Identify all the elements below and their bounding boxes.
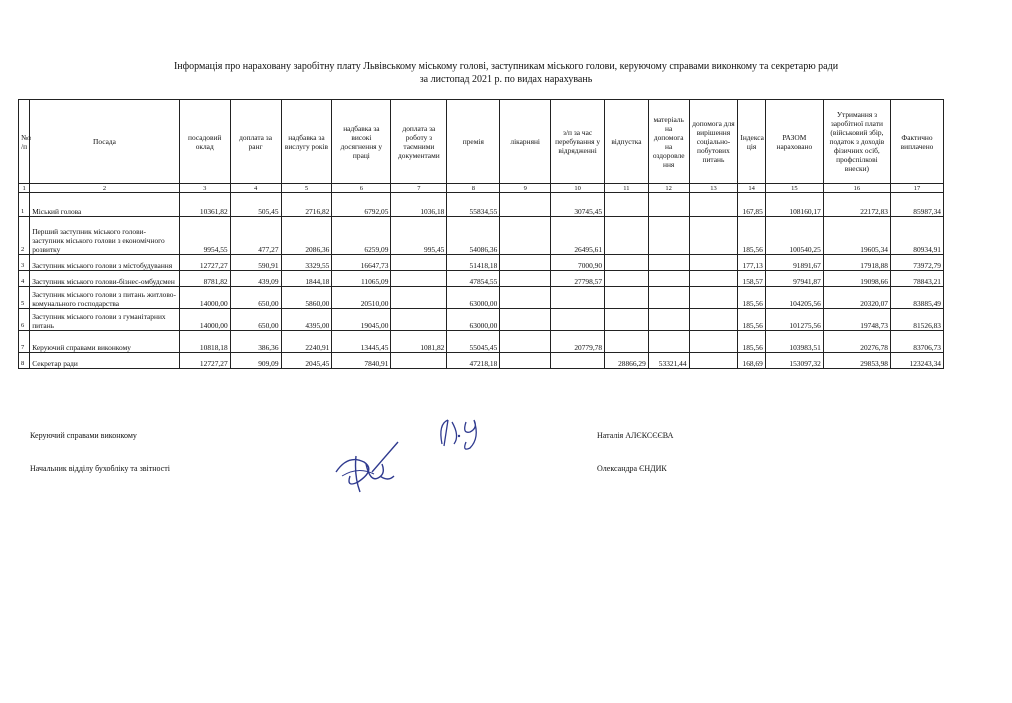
value-cell: 83706,73: [890, 331, 943, 353]
signer-name-1: Наталія АЛЄКСЄЄВА: [597, 431, 674, 440]
value-cell: 26495,61: [551, 217, 605, 255]
value-cell: [500, 271, 551, 287]
value-cell: 1081,82: [391, 331, 447, 353]
value-cell: [605, 271, 649, 287]
value-cell: 28866,29: [605, 353, 649, 369]
value-cell: 2240,91: [281, 331, 332, 353]
value-cell: 20276,78: [823, 331, 890, 353]
column-number-1: 1: [19, 184, 30, 193]
column-number-10: 10: [551, 184, 605, 193]
column-number-3: 3: [179, 184, 230, 193]
signer-title-2: Начальник відділу бухобліку та звітності: [30, 464, 170, 473]
value-cell: 27798,57: [551, 271, 605, 287]
value-cell: 100540,25: [765, 217, 823, 255]
value-cell: 54086,36: [447, 217, 500, 255]
value-cell: [551, 287, 605, 309]
value-cell: 16647,73: [332, 255, 391, 271]
position-cell: Міський голова: [30, 193, 180, 217]
value-cell: [605, 217, 649, 255]
value-cell: 177,13: [738, 255, 765, 271]
value-cell: 4395,00: [281, 309, 332, 331]
column-number-16: 16: [823, 184, 890, 193]
value-cell: 20510,00: [332, 287, 391, 309]
row-number: 5: [19, 287, 30, 309]
value-cell: 51418,18: [447, 255, 500, 271]
value-cell: 6259,09: [332, 217, 391, 255]
value-cell: 12727,27: [179, 255, 230, 271]
value-cell: 29853,98: [823, 353, 890, 369]
handwritten-signature-1: [432, 414, 512, 454]
value-cell: 158,57: [738, 271, 765, 287]
title-line-2: за листопад 2021 р. по видах нарахувань: [419, 74, 593, 85]
value-cell: [689, 255, 738, 271]
salary-table: [18, 99, 944, 369]
value-cell: [648, 271, 689, 287]
column-number-6: 6: [332, 184, 391, 193]
value-cell: 477,27: [230, 217, 281, 255]
value-cell: [689, 353, 738, 369]
row-number: 8: [19, 353, 30, 369]
document-title: [0, 60, 1012, 86]
value-cell: [605, 331, 649, 353]
value-cell: 153097,32: [765, 353, 823, 369]
value-cell: [689, 309, 738, 331]
value-cell: 47218,18: [447, 353, 500, 369]
row-number: 1: [19, 193, 30, 217]
column-header-7: доплата за роботу з таємними документами: [391, 100, 447, 184]
position-cell: Заступник міського голови з питань житлово-комунального господарства: [30, 287, 180, 309]
value-cell: [648, 193, 689, 217]
value-cell: 5860,00: [281, 287, 332, 309]
value-cell: 91891,67: [765, 255, 823, 271]
value-cell: [500, 255, 551, 271]
column-number-2: 2: [30, 184, 180, 193]
value-cell: 80934,91: [890, 217, 943, 255]
value-cell: 185,56: [738, 309, 765, 331]
value-cell: 185,56: [738, 287, 765, 309]
value-cell: 10818,18: [179, 331, 230, 353]
value-cell: 13445,45: [332, 331, 391, 353]
column-header-15: РАЗОМ нараховано: [765, 100, 823, 184]
value-cell: 1036,18: [391, 193, 447, 217]
value-cell: [391, 309, 447, 331]
column-header-8: премія: [447, 100, 500, 184]
value-cell: [689, 217, 738, 255]
position-cell: Керуючий справами виконкому: [30, 331, 180, 353]
value-cell: 505,45: [230, 193, 281, 217]
table-row: [19, 353, 944, 369]
value-cell: [648, 217, 689, 255]
row-number: 7: [19, 331, 30, 353]
value-cell: 19045,00: [332, 309, 391, 331]
column-number-13: 13: [689, 184, 738, 193]
column-header-16: Утримання з заробітної плати (військовий збір, податок з доходів фізичних осіб, профспілкові внески): [823, 100, 890, 184]
row-number: 2: [19, 217, 30, 255]
value-cell: 20779,78: [551, 331, 605, 353]
value-cell: 103983,51: [765, 331, 823, 353]
value-cell: 19098,66: [823, 271, 890, 287]
value-cell: 19605,34: [823, 217, 890, 255]
value-cell: [500, 193, 551, 217]
value-cell: [689, 331, 738, 353]
value-cell: 167,85: [738, 193, 765, 217]
value-cell: 14000,00: [179, 309, 230, 331]
table-row: [19, 309, 944, 331]
column-header-12: матеріаль на допомога на оздоровле ння: [648, 100, 689, 184]
value-cell: [391, 353, 447, 369]
value-cell: 55045,45: [447, 331, 500, 353]
value-cell: [391, 255, 447, 271]
value-cell: [648, 331, 689, 353]
table-row: [19, 331, 944, 353]
value-cell: 30745,45: [551, 193, 605, 217]
row-number: 3: [19, 255, 30, 271]
value-cell: [605, 255, 649, 271]
column-number-15: 15: [765, 184, 823, 193]
value-cell: [648, 309, 689, 331]
value-cell: 2086,36: [281, 217, 332, 255]
column-number-8: 8: [447, 184, 500, 193]
column-header-6: надбавка за високі досягнення у праці: [332, 100, 391, 184]
value-cell: 53321,44: [648, 353, 689, 369]
position-cell: Заступник міського голови-бізнес-омбудсмен: [30, 271, 180, 287]
value-cell: 11065,09: [332, 271, 391, 287]
value-cell: 1844,18: [281, 271, 332, 287]
value-cell: 104205,56: [765, 287, 823, 309]
row-number: 6: [19, 309, 30, 331]
value-cell: 12727,27: [179, 353, 230, 369]
value-cell: 101275,56: [765, 309, 823, 331]
column-number-7: 7: [391, 184, 447, 193]
table-header-row: [19, 100, 944, 184]
value-cell: [391, 271, 447, 287]
value-cell: 63000,00: [447, 287, 500, 309]
value-cell: [605, 193, 649, 217]
table-row: [19, 271, 944, 287]
value-cell: 97941,87: [765, 271, 823, 287]
column-header-1: №з /п: [19, 100, 30, 184]
column-number-11: 11: [605, 184, 649, 193]
value-cell: 55834,55: [447, 193, 500, 217]
table-row: [19, 193, 944, 217]
table-row: [19, 217, 944, 255]
column-number-9: 9: [500, 184, 551, 193]
column-header-4: доплата за ранг: [230, 100, 281, 184]
value-cell: 19748,73: [823, 309, 890, 331]
value-cell: 3329,55: [281, 255, 332, 271]
column-number-5: 5: [281, 184, 332, 193]
column-header-9: лікарняні: [500, 100, 551, 184]
column-number-row: [19, 184, 944, 193]
row-number: 4: [19, 271, 30, 287]
value-cell: [551, 309, 605, 331]
value-cell: 8781,82: [179, 271, 230, 287]
value-cell: [500, 287, 551, 309]
value-cell: 7000,90: [551, 255, 605, 271]
value-cell: 386,36: [230, 331, 281, 353]
value-cell: 650,00: [230, 287, 281, 309]
signer-name-2: Олександра ЄНДИК: [597, 464, 667, 473]
value-cell: 123243,34: [890, 353, 943, 369]
value-cell: [605, 309, 649, 331]
position-cell: Заступник міського голови з містобудування: [30, 255, 180, 271]
value-cell: 22172,83: [823, 193, 890, 217]
value-cell: [689, 193, 738, 217]
column-header-17: Фактично виплачено: [890, 100, 943, 184]
position-cell: Секретар ради: [30, 353, 180, 369]
value-cell: 63000,00: [447, 309, 500, 331]
column-number-4: 4: [230, 184, 281, 193]
column-header-13: допомога для вирішення соціально-побутових питань: [689, 100, 738, 184]
value-cell: 85987,34: [890, 193, 943, 217]
value-cell: [500, 353, 551, 369]
value-cell: [500, 331, 551, 353]
position-cell: Заступник міського голови з гуманітарних питань: [30, 309, 180, 331]
value-cell: 2045,45: [281, 353, 332, 369]
column-number-17: 17: [890, 184, 943, 193]
column-header-14: Індекса ція: [738, 100, 765, 184]
value-cell: 168,69: [738, 353, 765, 369]
title-line-1: Інформація про нараховану заробітну плату Львівському міському голові, заступникам міського голови, керуючому справами виконкому та секретарю ради: [173, 61, 839, 72]
value-cell: 2716,82: [281, 193, 332, 217]
value-cell: 10361,82: [179, 193, 230, 217]
value-cell: 185,56: [738, 331, 765, 353]
handwritten-signature-2: [328, 436, 408, 498]
value-cell: 650,00: [230, 309, 281, 331]
value-cell: [689, 271, 738, 287]
column-number-14: 14: [738, 184, 765, 193]
value-cell: 185,56: [738, 217, 765, 255]
value-cell: 7840,91: [332, 353, 391, 369]
value-cell: 909,09: [230, 353, 281, 369]
table-row: [19, 287, 944, 309]
value-cell: 73972,79: [890, 255, 943, 271]
column-header-10: з/п за час перебування у відрядженні: [551, 100, 605, 184]
value-cell: 47854,55: [447, 271, 500, 287]
value-cell: 17918,88: [823, 255, 890, 271]
column-header-5: надбавка за вислугу років: [281, 100, 332, 184]
value-cell: [689, 287, 738, 309]
value-cell: 14000,00: [179, 287, 230, 309]
column-header-2: Посада: [30, 100, 180, 184]
value-cell: [551, 353, 605, 369]
table-row: [19, 255, 944, 271]
column-number-12: 12: [648, 184, 689, 193]
value-cell: [648, 255, 689, 271]
value-cell: [391, 287, 447, 309]
value-cell: [500, 217, 551, 255]
signer-title-1: Керуючий справами виконкому: [30, 431, 137, 440]
value-cell: 78843,21: [890, 271, 943, 287]
value-cell: 9954,55: [179, 217, 230, 255]
value-cell: 20320,07: [823, 287, 890, 309]
value-cell: 83885,49: [890, 287, 943, 309]
value-cell: 995,45: [391, 217, 447, 255]
value-cell: 108160,17: [765, 193, 823, 217]
value-cell: 590,91: [230, 255, 281, 271]
value-cell: 81526,83: [890, 309, 943, 331]
column-header-11: відпустка: [605, 100, 649, 184]
column-header-3: посадовий оклад: [179, 100, 230, 184]
value-cell: 6792,05: [332, 193, 391, 217]
value-cell: [648, 287, 689, 309]
value-cell: [500, 309, 551, 331]
position-cell: Перший заступник міського голови-заступник міського голови з економічного розвитку: [30, 217, 180, 255]
value-cell: 439,09: [230, 271, 281, 287]
value-cell: [605, 287, 649, 309]
